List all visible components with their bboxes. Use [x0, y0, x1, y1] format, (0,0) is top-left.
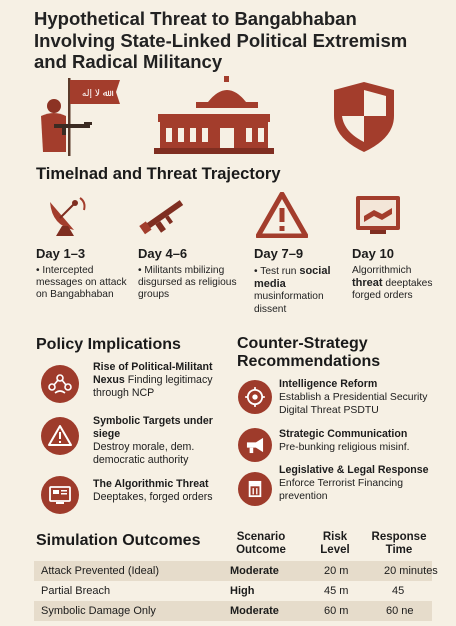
timeline-day-2: Day 4–6 [138, 246, 188, 261]
counter-item-2-title: Strategic Communication [279, 428, 408, 440]
timeline-desc-4: Algorrithmich threat deeptakes forged orders [352, 265, 433, 302]
counter-item-3-desc: Enforce Terrorist Financing prevention [279, 478, 403, 502]
hero-illustration [0, 76, 456, 160]
timeline-desc-2: • Militants mbilizing disgursed as religious groups [138, 265, 237, 301]
timeline-day-3: Day 7–9 [254, 246, 304, 261]
title-line-1: Hypothetical Threat to Bangabhaban [34, 8, 357, 29]
counter-item-2-desc: Pre-bunking religious misinf. [279, 442, 410, 453]
table-row: Symbolic Damage Only Moderate 60 m 60 ne [34, 601, 432, 621]
flag-text: ﷲ لا إله [81, 89, 109, 99]
satellite-dish-icon [44, 192, 96, 238]
policy-item-1: Rise of Political-Militant Nexus Finding legitimacy through NCP [93, 361, 213, 399]
warning-triangle-icon [41, 417, 79, 455]
page-title [34, 8, 450, 73]
table-row: Attack Prevented (Ideal) Moderate 20 m 20 minutes [34, 561, 432, 581]
outcomes-heading: Simulation Outcomes [36, 532, 201, 549]
shield-icon [334, 82, 394, 152]
brain-gear-icon [238, 380, 272, 414]
militant-with-flag-icon [41, 78, 120, 156]
warning-triangle-icon [256, 192, 308, 238]
counter-item-3-title: Legislative & Legal Response [279, 464, 429, 476]
timeline-desc-3: • Test run social media musinformation dissent [254, 265, 331, 315]
handshake-screen-icon [352, 192, 404, 238]
column-header-scenario: Scenario Outcome [236, 531, 286, 556]
gavel-icon [238, 472, 272, 506]
counter-item-1-title: Intelligence Reform [279, 378, 378, 390]
bullet: • [36, 265, 40, 276]
government-building-icon [154, 76, 274, 154]
counter-item-1-desc: Establish a Presidential Security Digital Threat PSDTU [279, 392, 428, 416]
policy-item-3: The Algorithmic Threat Deeptakes, forged orders [93, 478, 213, 503]
timeline-day-1: Day 1–3 [36, 246, 86, 261]
bullet: • [254, 266, 258, 277]
policy-heading: Policy Implications [36, 336, 181, 353]
timeline-day-4: Day 10 [352, 246, 394, 261]
counter-heading: Counter-Strategy Recommendations [237, 335, 381, 370]
timeline-heading: Timelnad and Threat Trajectory [36, 165, 281, 183]
title-line-3: and Radical Militancy [34, 51, 223, 72]
column-header-response: Response Time [371, 531, 427, 556]
monitor-icon [41, 476, 79, 514]
rifle-icon [138, 192, 190, 238]
policy-item-2: Symbolic Targets under siege Destroy morale, dem. democratic authority [93, 415, 213, 466]
title-line-2: Involving State-Linked Political Extremism [34, 29, 408, 51]
table-row: Partial Breach High 45 m 45 [41, 585, 405, 597]
bullet: • [138, 265, 142, 276]
megaphone-icon [238, 428, 272, 462]
network-people-icon [41, 365, 79, 403]
column-header-risk: Risk Level [320, 531, 350, 556]
timeline-desc-1: • Intercepted messages on attack on Bangabhaban [36, 265, 127, 301]
